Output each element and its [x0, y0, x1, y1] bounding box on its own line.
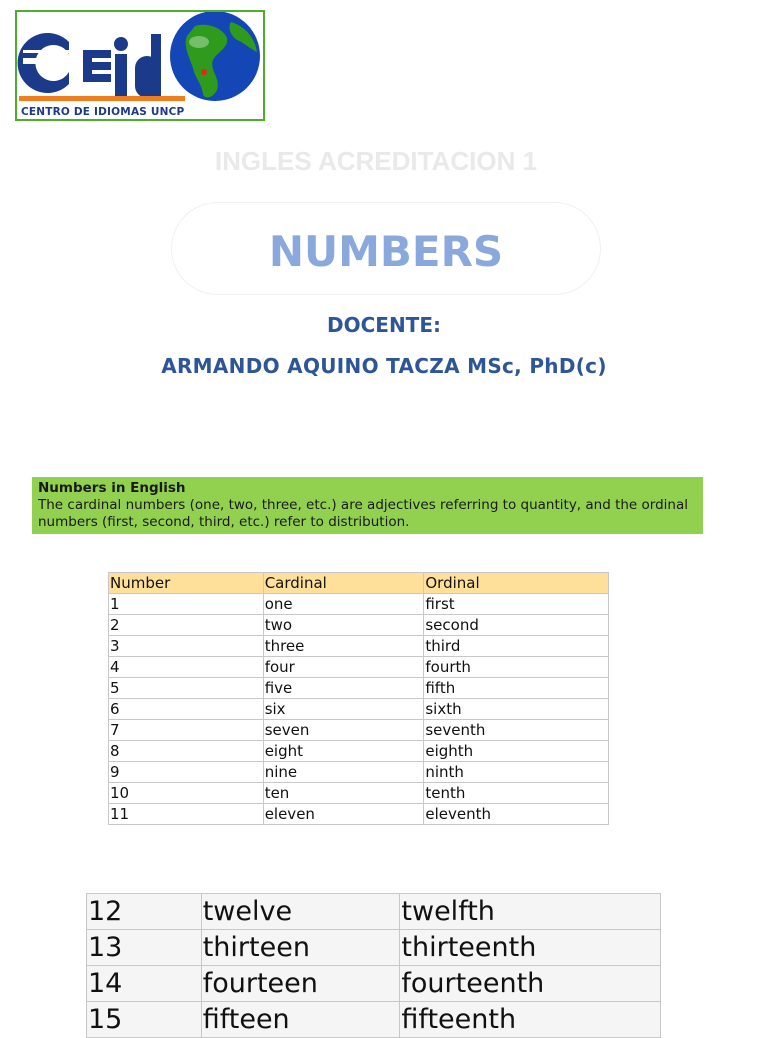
table-row — [109, 741, 609, 762]
table-row — [109, 615, 609, 636]
table-row — [87, 930, 661, 966]
number-cell: 1 — [109, 594, 264, 615]
ordinal-cell: fourth — [424, 657, 609, 678]
number-cell: 10 — [109, 783, 264, 804]
number-cell: 3 — [109, 636, 264, 657]
table-row — [87, 966, 661, 1002]
cardinal-cell: twelve — [201, 894, 400, 930]
cardinal-cell: thirteen — [201, 930, 400, 966]
cardinal-cell: two — [263, 615, 424, 636]
ordinal-cell: fifteenth — [400, 1002, 661, 1038]
ordinal-cell: third — [424, 636, 609, 657]
ordinal-cell: sixth — [424, 699, 609, 720]
page-title: NUMBERS — [268, 227, 504, 276]
number-cell: 6 — [109, 699, 264, 720]
logo-artwork — [17, 12, 263, 119]
table-row — [109, 804, 609, 825]
table-row — [87, 1002, 661, 1038]
numbers-table-small — [108, 572, 609, 825]
cardinal-cell: nine — [263, 762, 424, 783]
cardinal-cell: eight — [263, 741, 424, 762]
number-cell: 11 — [109, 804, 264, 825]
table-header-row — [109, 573, 609, 594]
logo-caption: CENTRO DE IDIOMAS UNCP — [21, 106, 185, 118]
table-row — [109, 594, 609, 615]
ordinal-cell: fourteenth — [400, 966, 661, 1002]
header-ordinal: Ordinal — [424, 573, 609, 594]
teacher-name: ARMANDO AQUINO TACZA MSc, PhD(c) — [161, 354, 607, 378]
cardinal-cell: four — [263, 657, 424, 678]
ceid-logo — [15, 10, 265, 121]
cardinal-cell: eleven — [263, 804, 424, 825]
course-title: INGLES ACREDITACION 1 — [214, 146, 538, 176]
table-row — [109, 762, 609, 783]
ordinal-cell: twelfth — [400, 894, 661, 930]
number-cell: 9 — [109, 762, 264, 783]
number-cell: 13 — [87, 930, 202, 966]
number-cell: 15 — [87, 1002, 202, 1038]
number-cell: 2 — [109, 615, 264, 636]
table-row — [87, 894, 661, 930]
teacher-label: DOCENTE: — [327, 313, 441, 337]
ordinal-cell: first — [424, 594, 609, 615]
ordinal-cell: ninth — [424, 762, 609, 783]
intro-box — [32, 477, 703, 534]
cardinal-cell: one — [263, 594, 424, 615]
ordinal-cell: seventh — [424, 720, 609, 741]
cardinal-cell: fourteen — [201, 966, 400, 1002]
ordinal-cell: second — [424, 615, 609, 636]
ordinal-cell: eighth — [424, 741, 609, 762]
cardinal-cell: fifteen — [201, 1002, 400, 1038]
number-cell: 4 — [109, 657, 264, 678]
cardinal-cell: five — [263, 678, 424, 699]
cardinal-cell: six — [263, 699, 424, 720]
number-cell: 14 — [87, 966, 202, 1002]
intro-text: The cardinal numbers (one, two, three, etc.) are adjectives referring to quantity, and the ordinal numbers (first, second, third, etc.) refer to distribution. — [38, 497, 688, 530]
table-row — [109, 678, 609, 699]
ordinal-cell: eleventh — [424, 804, 609, 825]
number-cell: 8 — [109, 741, 264, 762]
globe-icon — [170, 12, 260, 101]
table-row — [109, 636, 609, 657]
numbers-table-large — [86, 893, 661, 1038]
ordinal-cell: tenth — [424, 783, 609, 804]
table-row — [109, 720, 609, 741]
number-cell: 12 — [87, 894, 202, 930]
header-cardinal: Cardinal — [263, 573, 424, 594]
number-cell: 5 — [109, 678, 264, 699]
table-row — [109, 783, 609, 804]
cardinal-cell: ten — [263, 783, 424, 804]
ordinal-cell: fifth — [424, 678, 609, 699]
table-row — [109, 657, 609, 678]
number-cell: 7 — [109, 720, 264, 741]
intro-title: Numbers in English — [38, 480, 186, 496]
cardinal-cell: seven — [263, 720, 424, 741]
cardinal-cell: three — [263, 636, 424, 657]
ordinal-cell: thirteenth — [400, 930, 661, 966]
table-row — [109, 699, 609, 720]
header-number: Number — [109, 573, 264, 594]
